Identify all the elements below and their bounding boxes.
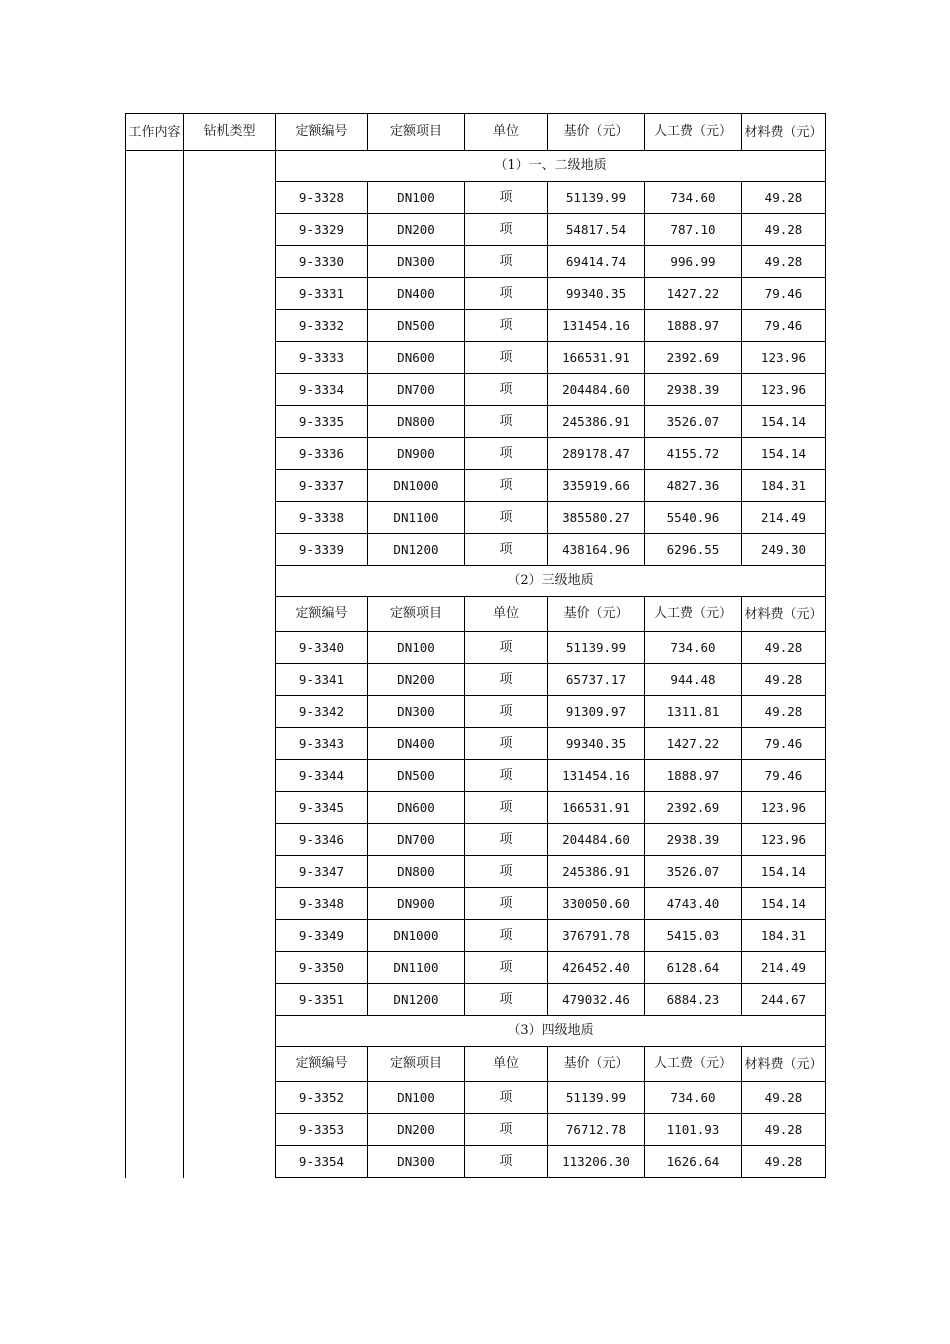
base-price-cell: 51139.99 [548,1082,645,1114]
section-title: （2）三级地质 [276,566,826,597]
labor-cost-cell: 3526.07 [645,856,742,888]
subheader-labor: 人工费（元） [645,597,742,632]
quota-item-cell: DN1200 [368,984,465,1016]
base-price-cell: 69414.74 [548,246,645,278]
material-cost-cell: 123.96 [742,342,826,374]
material-cost-cell: 49.28 [742,214,826,246]
quota-item-cell: DN500 [368,760,465,792]
quota-code-cell: 9-3339 [276,534,368,566]
base-price-cell: 131454.16 [548,760,645,792]
base-price-cell: 99340.35 [548,278,645,310]
labor-cost-cell: 2392.69 [645,342,742,374]
unit-cell: 项 [465,438,548,470]
labor-cost-cell: 1427.22 [645,728,742,760]
quota-code-cell: 9-3335 [276,406,368,438]
quota-item-cell: DN600 [368,342,465,374]
labor-cost-cell: 4827.36 [645,470,742,502]
material-cost-cell: 49.28 [742,1082,826,1114]
base-price-cell: 65737.17 [548,664,645,696]
unit-cell: 项 [465,278,548,310]
material-cost-cell: 214.49 [742,502,826,534]
labor-cost-cell: 1427.22 [645,278,742,310]
quota-sheet [125,113,825,1178]
section-title-row [126,151,826,182]
quota-code-cell: 9-3344 [276,760,368,792]
base-price-cell: 330050.60 [548,888,645,920]
quota-item-cell: DN300 [368,246,465,278]
unit-cell: 项 [465,1146,548,1178]
subheader-labor: 人工费（元） [645,1047,742,1082]
base-price-cell: 204484.60 [548,374,645,406]
subheader-unit: 单位 [465,1047,548,1082]
base-price-cell: 479032.46 [548,984,645,1016]
material-cost-cell: 123.96 [742,824,826,856]
quota-code-cell: 9-3336 [276,438,368,470]
base-price-cell: 438164.96 [548,534,645,566]
base-price-cell: 245386.91 [548,856,645,888]
material-cost-cell: 49.28 [742,664,826,696]
unit-cell: 项 [465,856,548,888]
unit-cell: 项 [465,824,548,856]
labor-cost-cell: 3526.07 [645,406,742,438]
quota-code-cell: 9-3340 [276,632,368,664]
material-cost-cell: 49.28 [742,1114,826,1146]
section-title: （3）四级地质 [276,1016,826,1047]
quota-item-cell: DN200 [368,214,465,246]
unit-cell: 项 [465,214,548,246]
material-cost-cell: 79.46 [742,310,826,342]
labor-cost-cell: 6296.55 [645,534,742,566]
material-cost-cell: 79.46 [742,728,826,760]
quota-item-cell: DN900 [368,888,465,920]
subheader-code: 定额编号 [276,597,368,632]
quota-item-cell: DN300 [368,1146,465,1178]
labor-cost-cell: 1626.64 [645,1146,742,1178]
material-cost-cell: 79.46 [742,278,826,310]
material-cost-cell: 154.14 [742,888,826,920]
base-price-cell: 91309.97 [548,696,645,728]
base-price-cell: 245386.91 [548,406,645,438]
quota-item-cell: DN1000 [368,920,465,952]
quota-table-body [126,114,826,1178]
labor-cost-cell: 734.60 [645,182,742,214]
quota-item-cell: DN300 [368,696,465,728]
base-price-cell: 289178.47 [548,438,645,470]
table-header-row [126,114,826,151]
unit-cell: 项 [465,182,548,214]
rig-type-cell [184,151,276,1178]
subheader-material: 材料费（元） [742,597,826,632]
base-price-cell: 376791.78 [548,920,645,952]
header-base-price: 基价（元） [548,114,645,151]
unit-cell: 项 [465,792,548,824]
unit-cell: 项 [465,984,548,1016]
work-content-cell [126,151,184,1178]
header-labor: 人工费（元） [645,114,742,151]
labor-cost-cell: 1888.97 [645,760,742,792]
quota-code-cell: 9-3330 [276,246,368,278]
header-unit: 单位 [465,114,548,151]
quota-item-cell: DN400 [368,728,465,760]
labor-cost-cell: 6128.64 [645,952,742,984]
base-price-cell: 166531.91 [548,792,645,824]
quota-code-cell: 9-3349 [276,920,368,952]
labor-cost-cell: 4743.40 [645,888,742,920]
unit-cell: 项 [465,760,548,792]
unit-cell: 项 [465,502,548,534]
unit-cell: 项 [465,470,548,502]
unit-cell: 项 [465,534,548,566]
quota-code-cell: 9-3351 [276,984,368,1016]
quota-code-cell: 9-3332 [276,310,368,342]
base-price-cell: 426452.40 [548,952,645,984]
header-work-content: 工作内容 [126,114,184,151]
quota-item-cell: DN1200 [368,534,465,566]
unit-cell: 项 [465,952,548,984]
subheader-base-price: 基价（元） [548,597,645,632]
quota-item-cell: DN700 [368,374,465,406]
unit-cell: 项 [465,888,548,920]
labor-cost-cell: 944.48 [645,664,742,696]
base-price-cell: 385580.27 [548,502,645,534]
subheader-base-price: 基价（元） [548,1047,645,1082]
quota-code-cell: 9-3348 [276,888,368,920]
unit-cell: 项 [465,406,548,438]
quota-code-cell: 9-3329 [276,214,368,246]
material-cost-cell: 214.49 [742,952,826,984]
labor-cost-cell: 1888.97 [645,310,742,342]
subheader-code: 定额编号 [276,1047,368,1082]
quota-code-cell: 9-3343 [276,728,368,760]
material-cost-cell: 154.14 [742,856,826,888]
material-cost-cell: 154.14 [742,438,826,470]
base-price-cell: 51139.99 [548,632,645,664]
quota-code-cell: 9-3346 [276,824,368,856]
labor-cost-cell: 6884.23 [645,984,742,1016]
quota-code-cell: 9-3354 [276,1146,368,1178]
base-price-cell: 166531.91 [548,342,645,374]
material-cost-cell: 154.14 [742,406,826,438]
base-price-cell: 99340.35 [548,728,645,760]
labor-cost-cell: 734.60 [645,1082,742,1114]
unit-cell: 项 [465,310,548,342]
material-cost-cell: 184.31 [742,920,826,952]
quota-code-cell: 9-3353 [276,1114,368,1146]
quota-item-cell: DN800 [368,406,465,438]
base-price-cell: 113206.30 [548,1146,645,1178]
subheader-unit: 单位 [465,597,548,632]
quota-item-cell: DN100 [368,632,465,664]
quota-item-cell: DN700 [368,824,465,856]
unit-cell: 项 [465,632,548,664]
quota-code-cell: 9-3345 [276,792,368,824]
base-price-cell: 204484.60 [548,824,645,856]
unit-cell: 项 [465,664,548,696]
material-cost-cell: 244.67 [742,984,826,1016]
material-cost-cell: 249.30 [742,534,826,566]
quota-code-cell: 9-3338 [276,502,368,534]
header-rig-type: 钻机类型 [184,114,276,151]
base-price-cell: 131454.16 [548,310,645,342]
quota-item-cell: DN100 [368,1082,465,1114]
quota-code-cell: 9-3352 [276,1082,368,1114]
quota-code-cell: 9-3334 [276,374,368,406]
header-material: 材料费（元） [742,114,826,151]
quota-table [125,113,826,1178]
header-code: 定额编号 [276,114,368,151]
labor-cost-cell: 1311.81 [645,696,742,728]
labor-cost-cell: 5540.96 [645,502,742,534]
quota-item-cell: DN100 [368,182,465,214]
unit-cell: 项 [465,246,548,278]
quota-code-cell: 9-3337 [276,470,368,502]
quota-code-cell: 9-3347 [276,856,368,888]
unit-cell: 项 [465,696,548,728]
subheader-material: 材料费（元） [742,1047,826,1082]
material-cost-cell: 49.28 [742,182,826,214]
labor-cost-cell: 5415.03 [645,920,742,952]
unit-cell: 项 [465,920,548,952]
base-price-cell: 54817.54 [548,214,645,246]
material-cost-cell: 79.46 [742,760,826,792]
base-price-cell: 51139.99 [548,182,645,214]
section-title: （1）一、二级地质 [276,151,826,182]
header-item: 定额项目 [368,114,465,151]
subheader-item: 定额项目 [368,597,465,632]
quota-item-cell: DN900 [368,438,465,470]
labor-cost-cell: 2938.39 [645,824,742,856]
labor-cost-cell: 2938.39 [645,374,742,406]
quota-item-cell: DN500 [368,310,465,342]
base-price-cell: 335919.66 [548,470,645,502]
material-cost-cell: 49.28 [742,246,826,278]
labor-cost-cell: 1101.93 [645,1114,742,1146]
quota-item-cell: DN600 [368,792,465,824]
quota-code-cell: 9-3333 [276,342,368,374]
quota-item-cell: DN1000 [368,470,465,502]
unit-cell: 项 [465,728,548,760]
quota-code-cell: 9-3350 [276,952,368,984]
unit-cell: 项 [465,342,548,374]
quota-item-cell: DN200 [368,1114,465,1146]
labor-cost-cell: 2392.69 [645,792,742,824]
subheader-item: 定额项目 [368,1047,465,1082]
labor-cost-cell: 734.60 [645,632,742,664]
quota-code-cell: 9-3341 [276,664,368,696]
quota-item-cell: DN800 [368,856,465,888]
unit-cell: 项 [465,1082,548,1114]
unit-cell: 项 [465,374,548,406]
material-cost-cell: 123.96 [742,374,826,406]
quota-item-cell: DN1100 [368,952,465,984]
unit-cell: 项 [465,1114,548,1146]
labor-cost-cell: 787.10 [645,214,742,246]
material-cost-cell: 49.28 [742,1146,826,1178]
material-cost-cell: 49.28 [742,632,826,664]
base-price-cell: 76712.78 [548,1114,645,1146]
labor-cost-cell: 996.99 [645,246,742,278]
material-cost-cell: 123.96 [742,792,826,824]
quota-code-cell: 9-3342 [276,696,368,728]
material-cost-cell: 49.28 [742,696,826,728]
quota-item-cell: DN1100 [368,502,465,534]
quota-code-cell: 9-3331 [276,278,368,310]
quota-item-cell: DN400 [368,278,465,310]
quota-item-cell: DN200 [368,664,465,696]
material-cost-cell: 184.31 [742,470,826,502]
quota-code-cell: 9-3328 [276,182,368,214]
labor-cost-cell: 4155.72 [645,438,742,470]
